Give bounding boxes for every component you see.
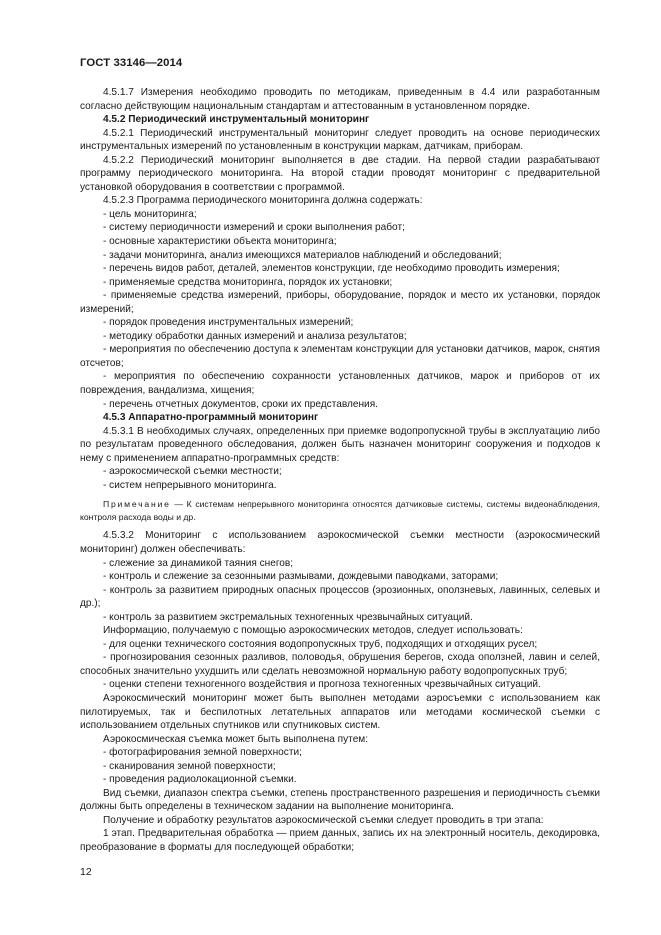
list-item: - цель мониторинга; (103, 208, 197, 220)
note-paragraph (80, 498, 600, 523)
list-item: - систему периодичности измерений и сроки выполнения работ; (103, 222, 405, 234)
list-item: - перечень отчетных документов, сроки их представления. (103, 398, 378, 410)
list-item: - мероприятия по обеспечению доступа к элементам конструкции для установки датчиков, марок, снятия отсчетов; (80, 344, 600, 369)
list-item: - применяемые средства измерений, приборы, оборудование, порядок и место их установки, порядок измерений; (80, 290, 600, 315)
list-item: - аэрокосмической съемки местности; (103, 466, 282, 478)
list-item: - прогнозирования сезонных разливов, половодья, обрушения берегов, схода оползней, лавин и селей, способных значительно ухудшить или сделать невозможной нормальную работу водопропускных труб; (80, 652, 600, 677)
paragraph: 1 этап. Предварительная обработка — прием данных, запись их на электронный носитель, декодировка, преобразование в форматы для последующей обработки; (80, 828, 600, 853)
paragraph: 4.5.2.3 Программа периодического мониторинга должна содержать: (103, 195, 423, 207)
list-item: - для оценки технического состояния водопропускных труб, подходящих и отходящих русел; (103, 638, 538, 650)
paragraph: Вид съемки, диапазон спектра съемки, степень пространственного разрешения и периодичность съемки должны быть определены в техническом задании на выполнение мониторинга. (80, 787, 600, 813)
list-item: - оценки степени техногенного воздействия и прогноза техногенных чрезвычайных ситуаций. (103, 679, 541, 691)
list-item: - методику обработки данных измерений и анализа результатов; (103, 330, 407, 342)
paragraph: 4.5.2.2 Периодический мониторинг выполняется в две стадии. На первой стадии разрабатывают программу периодического мониторинга. На второй стадии проводят мониторинг с предварительной установкой оборудования в соответствии с программой. (80, 154, 600, 193)
document-body (80, 86, 600, 855)
list-item: - систем непрерывного мониторинга. (103, 479, 277, 491)
paragraph: Получение и обработку результатов аэрокосмической съемки следует проводить в три этапа: (103, 814, 544, 826)
list-item: - порядок проведения инструментальных измерений; (103, 317, 354, 329)
note-label: Примечание (103, 499, 171, 510)
document-header: ГОСТ 33146—2014 (80, 57, 183, 69)
section-heading: 4.5.2 Периодический инструментальный мониторинг (103, 114, 370, 126)
list-item: - задачи мониторинга, анализ имеющихся материалов наблюдений и обследований; (103, 249, 502, 261)
list-item: - мероприятия по обеспечению сохранности установленных датчиков, марок и приборов от их повреждения, вандализма, хищения; (80, 371, 600, 397)
page-number: 12 (80, 866, 92, 878)
list-item: - перечень видов работ, деталей, элементов конструкции, где необходимо проводить измерения; (103, 263, 560, 275)
paragraph: 4.5.2.1 Периодический инструментальный мониторинг следует проводить на основе периодических инструментальных измерений по установленным в конструкции маркам, датчикам, приборам. (80, 127, 600, 153)
list-item: - сканирования земной поверхности; (103, 760, 276, 772)
paragraph: 4.5.1.7 Измерения необходимо проводить по методикам, приведенным в 4.4 или разработанным согласно действующим национальным стандартам и аттестованным в установленном порядке. (80, 87, 600, 112)
note-text: — К системам непрерывного мониторинга относятся датчиковые системы, системы видеонаблюдения, контроля расхода воды и др. (80, 499, 600, 522)
list-item: - контроль за развитием экстремальных техногенных чрезвычайных ситуаций. (103, 611, 473, 623)
list-item: - фотографирования земной поверхности; (103, 747, 302, 759)
paragraph: Аэрокосмический мониторинг может быть выполнен методами аэросъемки с использованием как пилотируемых, так и беспилотных летательных аппаратов или методами космической съемки с использованием отдельных спутников или спутниковых систем. (80, 692, 600, 732)
paragraph: Аэрокосмическая съемка может быть выполнена путем: (103, 733, 369, 745)
list-item: - контроль и слежение за сезонными размывами, дождевыми паводками, заторами; (103, 571, 499, 583)
list-item: - применяемые средства мониторинга, порядок их установки; (103, 276, 393, 288)
paragraph: Информацию, получаемую с помощью аэрокосмических методов, следует использовать: (103, 625, 523, 637)
section-heading: 4.5.3 Аппаратно-программный мониторинг (103, 412, 319, 424)
list-item: - проведения радиолокационной съемки. (103, 774, 297, 786)
paragraph: 4.5.3.1 В необходимых случаях, определенных при приемке водопропускной трубы в эксплуатацию либо по результатам проведенного обследования, должен быть назначен мониторинг сооружения и подходов к нему с применением аппаратно-программных средств: (80, 425, 600, 464)
list-item: - основные характеристики объекта мониторинга; (103, 236, 337, 248)
list-item: - слежение за динамикой таяния снегов; (103, 557, 294, 569)
list-item: - контроль за развитием природных опасных процессов (эрозионных, оползневых, лавинных, селевых и др.); (80, 584, 600, 610)
paragraph: 4.5.3.2 Мониторинг с использованием аэрокосмической съемки местности (аэрокосмический мониторинг) должен обеспечивать: (80, 530, 600, 555)
